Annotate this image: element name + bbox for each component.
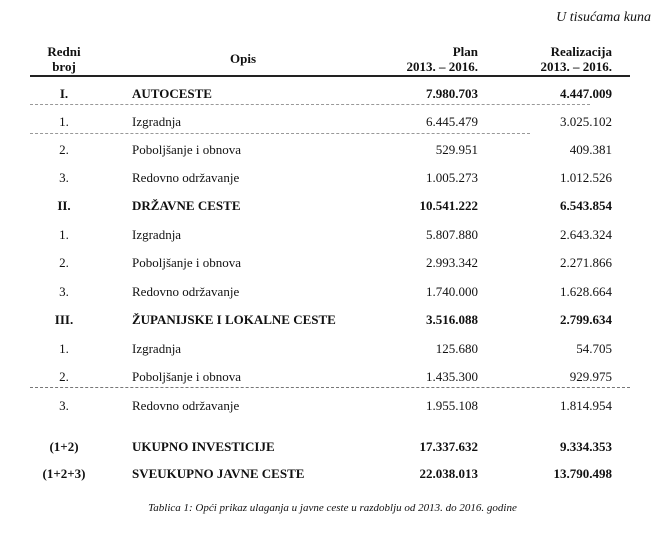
row-description: Izgradnja [132,341,182,356]
row-realizacija: 4.447.009 [560,86,612,101]
row-number: 1. [59,227,69,242]
header-opis: Opis [230,51,257,66]
row-realizacija: 9.334.353 [560,439,612,454]
table-row [0,369,665,387]
row-description: AUTOCESTE [132,86,212,101]
row-description: Redovno održavanje [132,398,240,413]
row-plan: 1.435.300 [426,369,478,384]
header-plan-line2: 2013. – 2016. [406,59,478,74]
row-number: 3. [59,284,69,299]
row-plan: 529.951 [435,142,478,157]
row-description: Redovno održavanje [132,284,240,299]
row-plan: 3.516.088 [426,312,478,327]
row-plan: 1.005.273 [426,170,478,185]
table-caption: Tablica 1: Opći prikaz ulaganja u javne ceste u razdoblju od 2013. do 2016. godine [148,502,517,514]
table-row [0,466,665,484]
row-plan: 17.337.632 [419,439,478,454]
table-row [0,170,665,188]
row-realizacija: 2.643.324 [560,227,612,242]
row-number: 3. [59,170,69,185]
table-row [0,114,665,132]
table-row [0,255,665,273]
row-number: 2. [59,255,69,270]
row-realizacija: 929.975 [569,369,612,384]
table-row [0,284,665,302]
table-row [0,198,665,216]
row-description: Izgradnja [132,114,182,129]
row-plan: 1.955.108 [426,398,478,413]
row-number: 3. [59,398,69,413]
row-number: (1+2) [49,439,79,454]
row-description: Poboljšanje i obnova [132,142,242,157]
table-row [0,86,665,104]
row-plan: 1.740.000 [426,284,478,299]
row-number: II. [57,198,71,213]
header-redni-broj-line2: broj [52,59,76,74]
header-plan [398,44,478,74]
row-description: SVEUKUPNO JAVNE CESTE [132,466,305,481]
row-realizacija: 2.271.866 [560,255,612,270]
row-realizacija: 54.705 [576,341,612,356]
row-plan: 10.541.222 [419,198,478,213]
header-realizacija [520,44,612,74]
row-description: Poboljšanje i obnova [132,255,242,270]
header-redni-broj-line1: Redni [47,44,81,59]
row-realizacija: 13.790.498 [553,466,612,481]
row-plan: 6.445.479 [426,114,478,129]
row-number: III. [54,312,74,327]
row-description: DRŽAVNE CESTE [132,198,241,213]
row-realizacija: 1.628.664 [560,284,612,299]
row-number: 2. [59,142,69,157]
table-row [0,312,665,330]
header-realizacija-line2: 2013. – 2016. [540,59,612,74]
scan-artifact [30,133,530,134]
row-description: Izgradnja [132,227,182,242]
row-description: Redovno održavanje [132,170,240,185]
row-number: (1+2+3) [42,466,86,481]
scan-artifact [30,387,630,388]
scan-artifact [30,104,590,105]
row-realizacija: 2.799.634 [560,312,612,327]
table-row [0,227,665,245]
row-plan: 5.807.880 [426,227,478,242]
row-plan: 125.680 [435,341,478,356]
row-number: 1. [59,341,69,356]
row-number: I. [59,86,69,101]
table-row [0,142,665,160]
header-realizacija-line1: Realizacija [550,44,612,59]
header-divider [30,75,630,77]
row-number: 1. [59,114,69,129]
unit-note: U tisućama kuna [556,10,651,25]
row-realizacija: 409.381 [569,142,612,157]
table-row [0,341,665,359]
header-redni-broj [38,44,90,74]
row-realizacija: 6.543.854 [560,198,612,213]
row-plan: 7.980.703 [426,86,478,101]
row-realizacija: 1.814.954 [560,398,612,413]
table-row [0,398,665,416]
row-description: ŽUPANIJSKE I LOKALNE CESTE [132,312,336,327]
row-plan: 2.993.342 [426,255,478,270]
row-description: Poboljšanje i obnova [132,369,242,384]
row-realizacija: 3.025.102 [560,114,612,129]
row-realizacija: 1.012.526 [560,170,612,185]
row-plan: 22.038.013 [419,466,478,481]
header-plan-line1: Plan [452,44,478,59]
table-row [0,439,665,457]
row-number: 2. [59,369,69,384]
row-description: UKUPNO INVESTICIJE [132,439,275,454]
